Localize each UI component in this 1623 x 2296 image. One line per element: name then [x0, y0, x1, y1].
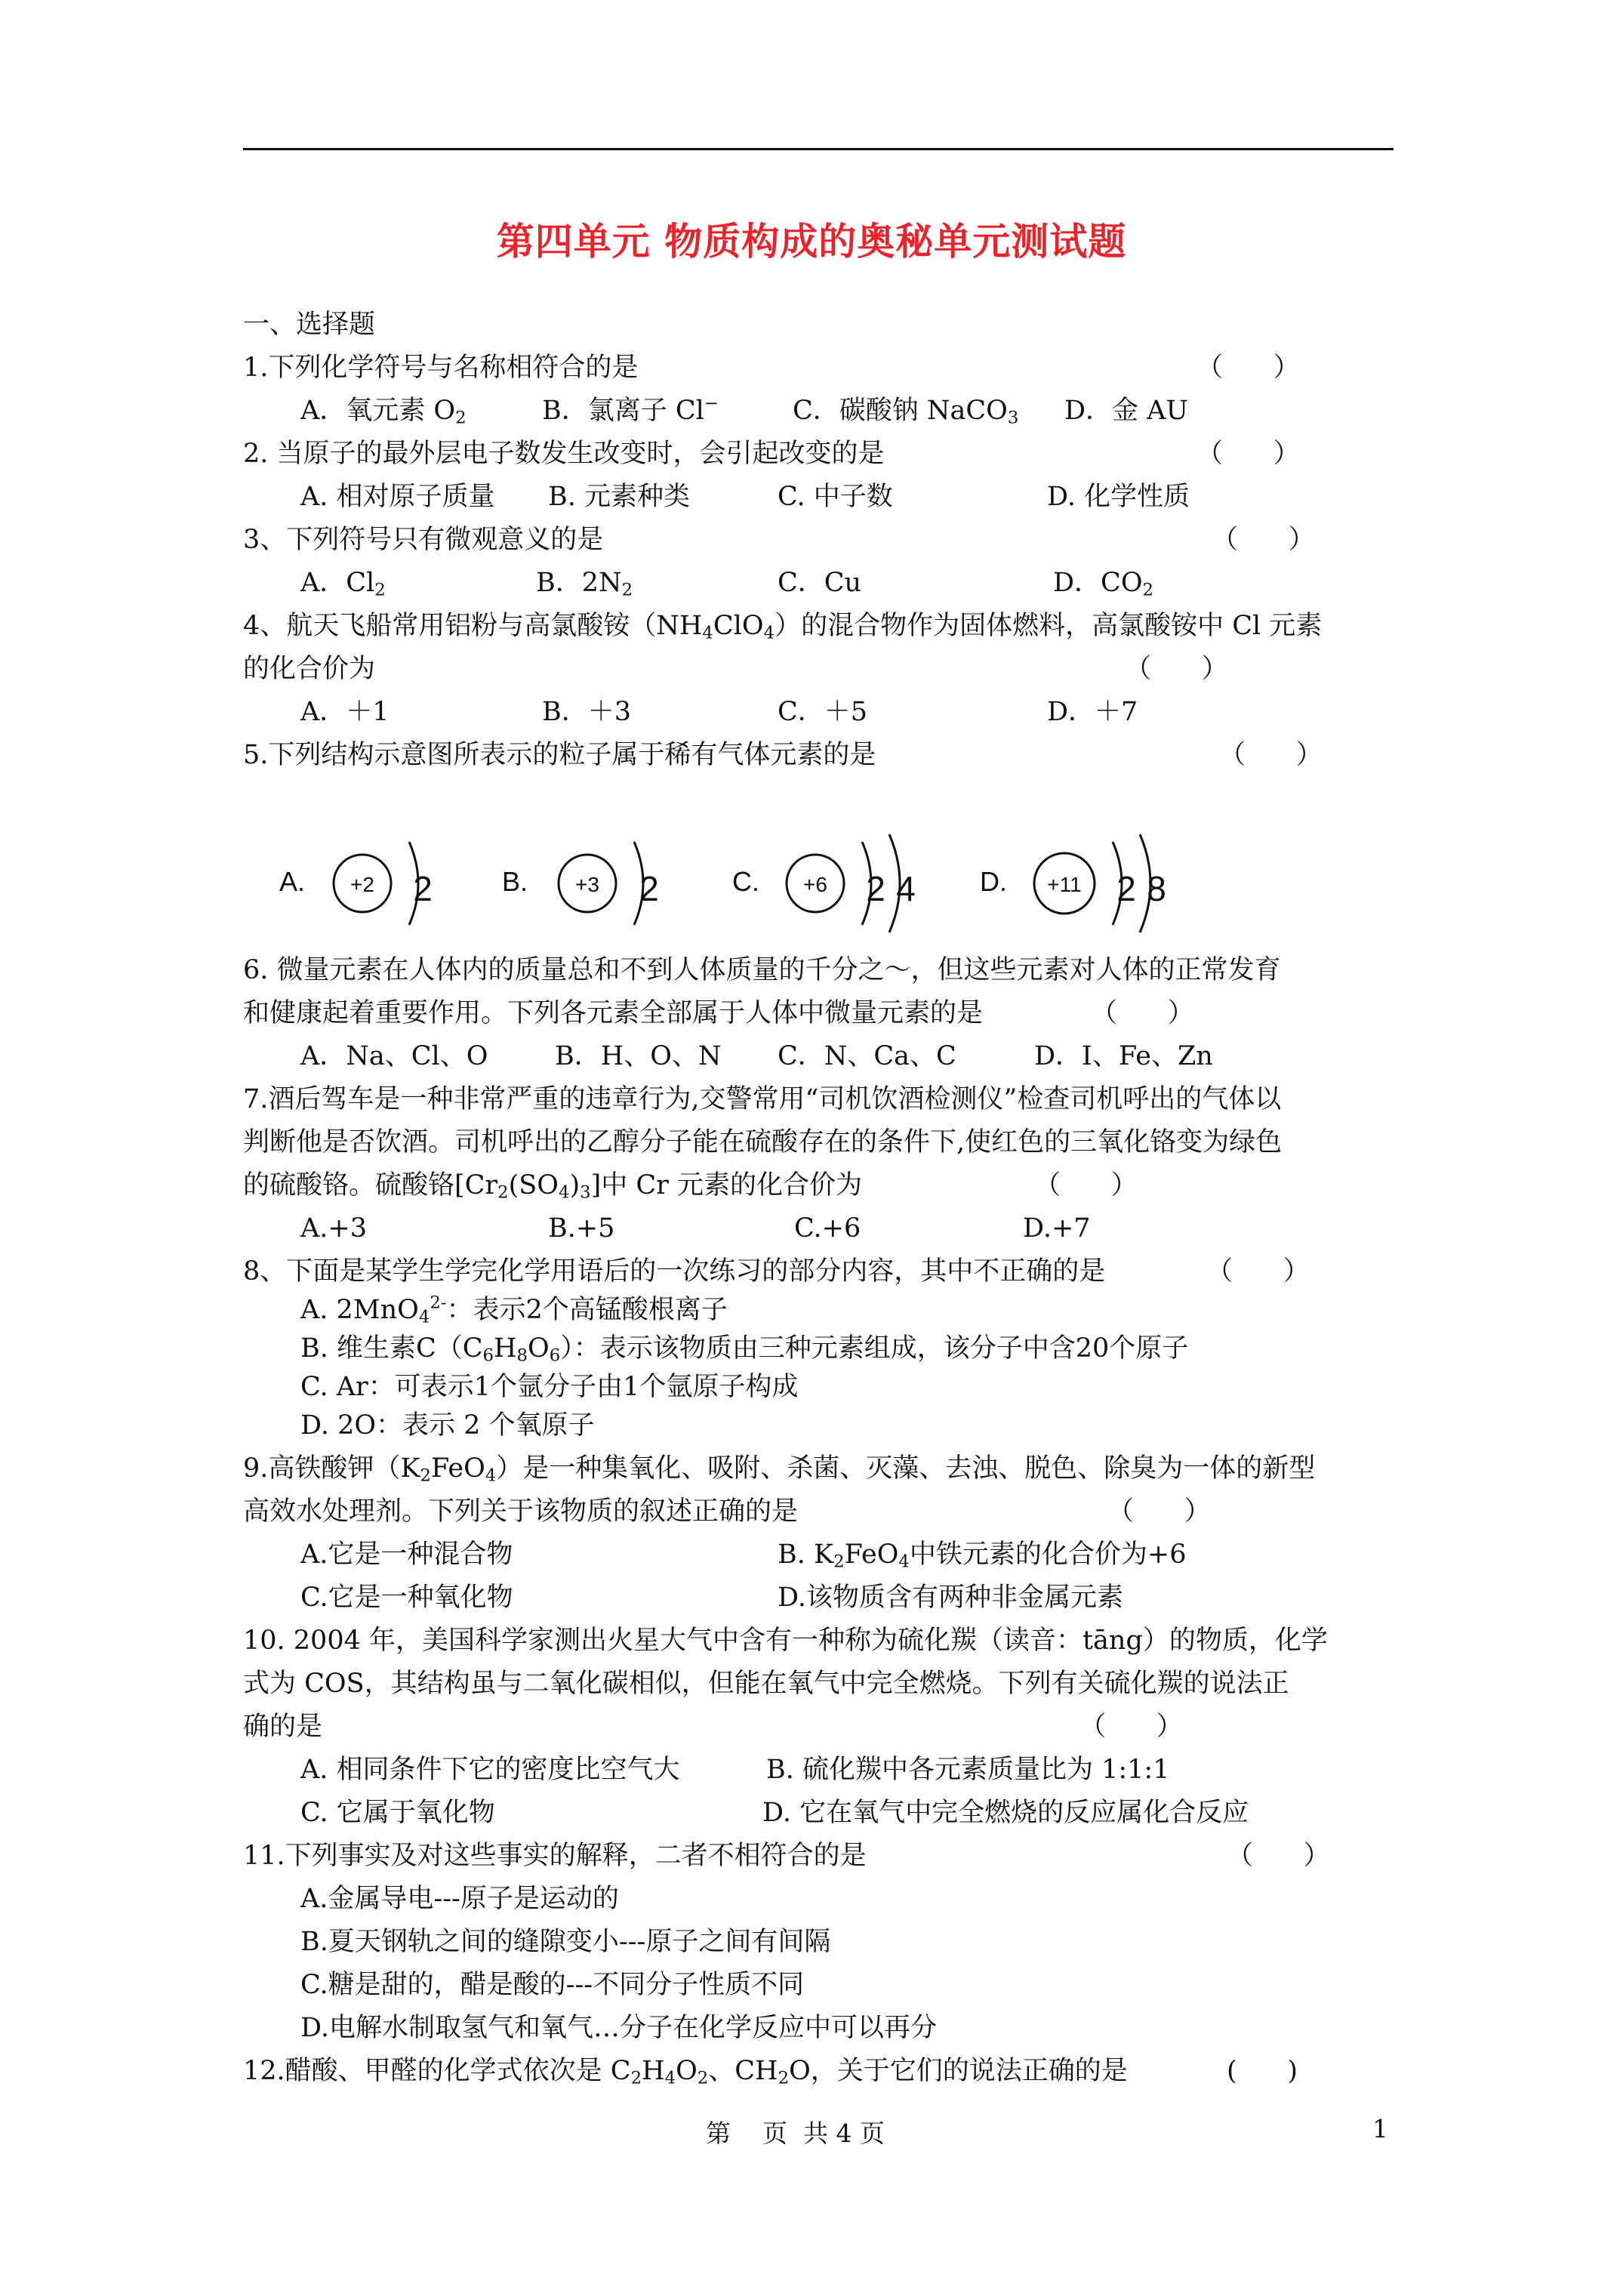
- q4-option-d: D．＋7: [1047, 697, 1138, 727]
- question-10-stem-line-3: 确的是: [243, 1712, 323, 1742]
- q4-option-a: A．＋1: [300, 697, 390, 727]
- q8-option-a: A. 2MnO$_4^{2-}$：表示2个高锰酸根离子: [300, 1293, 728, 1327]
- diagram-c-shell-1-count: 2: [866, 869, 885, 908]
- diagram-a-shell-1-count: 2: [413, 869, 433, 908]
- answer-blank-9: （ ）: [1107, 1496, 1211, 1527]
- q7-option-b: B.+5: [548, 1213, 615, 1244]
- answer-blank-12: ( ): [1227, 2056, 1298, 2086]
- diagram-d-shell-1-count: 2: [1116, 869, 1136, 908]
- q2-option-c: C. 中子数: [778, 482, 893, 512]
- q7-option-d: D.+7: [1023, 1213, 1091, 1244]
- answer-blank-1: （ ）: [1196, 353, 1300, 383]
- q1-option-c: C．碳酸钠 NaCO$_3$: [793, 396, 1019, 428]
- q6-option-c: C．N、Ca、C: [778, 1041, 956, 1071]
- section-heading: 一、选择题: [243, 310, 376, 340]
- q1-option-b: B．氯离子 Cl−: [542, 393, 719, 426]
- diagram-b-label: B.: [502, 866, 528, 897]
- answer-blank-7: （ ）: [1034, 1170, 1138, 1200]
- q10-option-d: D. 它在氧气中完全燃烧的反应属化合反应: [762, 1798, 1249, 1828]
- q4-option-c: C．＋5: [778, 697, 868, 727]
- diagram-d-label: D.: [980, 866, 1007, 897]
- answer-blank-10: （ ）: [1079, 1712, 1183, 1742]
- answer-blank-3: （ ）: [1212, 525, 1315, 555]
- q7-option-a: A.+3: [300, 1213, 367, 1244]
- header-rule: [243, 148, 1394, 150]
- q6-option-a: A．Na、Cl、O: [300, 1041, 488, 1071]
- q2-option-a: A. 相对原子质量: [300, 482, 495, 512]
- q1-option-d: D．金 AU: [1064, 396, 1188, 426]
- footer-page-number: 1: [1372, 2114, 1388, 2143]
- answer-blank-5: （ ）: [1219, 740, 1323, 770]
- q11-option-a: A.金属导电---原子是运动的: [300, 1884, 619, 1914]
- q9-option-d: D.该物质含有两种非金属元素: [778, 1583, 1123, 1613]
- question-3-stem: 3、下列符号只有微观意义的是: [243, 525, 604, 555]
- q4-option-b: B．＋3: [542, 697, 631, 727]
- q8-option-b: B. 维生素$C(C_6H_8O_6)$：表示该物质由三种元素组成，该分子中含20个原子: [300, 1333, 1189, 1366]
- question-9-stem-line-2: 高效水处理剂。下列关于该物质的叙述正确的是: [243, 1496, 799, 1527]
- diagram-a-nucleus: +2: [350, 873, 374, 896]
- q9-option-c: C.它是一种氧化物: [300, 1583, 513, 1613]
- diagram-d-nucleus: +11: [1047, 873, 1082, 896]
- q10-option-a: A. 相同条件下它的密度比空气大: [300, 1755, 680, 1785]
- q3-option-c: C．Cu: [778, 568, 862, 598]
- diagram-c-shell-2-count: 4: [896, 869, 916, 908]
- question-2-stem: 2. 当原子的最外层电子数发生改变时，会引起改变的是: [243, 439, 885, 469]
- question-6-stem-line-2: 和健康起着重要作用。下列各元素全部属于人体中微量元素的是: [243, 998, 984, 1028]
- footer-page-info: 第 页 共 4 页: [706, 2119, 885, 2148]
- answer-blank-11: （ ）: [1227, 1841, 1330, 1871]
- q11-option-b: B.夏天钢轨之间的缝隙变小---原子之间有间隔: [300, 1927, 831, 1957]
- q3-option-d: D．$CO_2$: [1053, 568, 1154, 600]
- q1-option-a: A．氧元素 $O_2$: [300, 396, 467, 428]
- question-11-stem: 11.下列事实及对这些事实的解释，二者不相符合的是: [243, 1841, 867, 1871]
- question-7-stem-line-2: 判断他是否饮酒。司机呼出的乙醇分子能在硫酸存在的条件下,使红色的三氧化铬变为绿色: [243, 1127, 1283, 1157]
- q11-option-d: D.电解水制取氢气和氧气…分子在化学反应中可以再分: [300, 2013, 937, 2043]
- question-1-stem: 1.下列化学符号与名称相符合的是: [243, 353, 639, 383]
- question-10-stem-line-1: 10. 2004 年，美国科学家测出火星大气中含有一种称为硫化羰（读音：tāng）的物质，化学: [243, 1626, 1328, 1656]
- q11-option-c: C.糖是甜的，醋是酸的---不同分子性质不同: [300, 1970, 805, 2000]
- diagram-d-shell-2-count: 8: [1147, 869, 1166, 908]
- q3-option-a: A．$Cl_2$: [300, 568, 386, 600]
- atomic-structure-diagrams: [272, 812, 1253, 948]
- diagram-c-label: C.: [732, 866, 759, 897]
- question-4-stem-line-1: 4、航天飞船常用铝粉与高氯酸铵$(NH_4ClO_4)$的混合物作为固体燃料，高氯酸铵中 Cl 元素: [243, 611, 1323, 643]
- question-5-stem: 5.下列结构示意图所表示的粒子属于稀有气体元素的是: [243, 740, 876, 770]
- question-8-stem: 8、下面是某学生学完化学用语后的一次练习的部分内容，其中不正确的是: [243, 1256, 1106, 1287]
- diagram-b-shell-1-count: 2: [639, 869, 659, 908]
- diagram-c-nucleus: +6: [803, 873, 827, 896]
- q9-option-b: B. $K_2FeO_4$中铁元素的化合价为+6: [778, 1539, 1187, 1572]
- question-10-stem-line-2: 式为 COS，其结构虽与二氧化碳相似，但能在氧气中完全燃烧。下列有关硫化羰的说法正: [243, 1669, 1289, 1699]
- q10-option-b: B. 硫化羰中各元素质量比为 1:1:1: [766, 1755, 1170, 1785]
- q10-option-c: C. 它属于氧化物: [300, 1798, 495, 1828]
- q2-option-b: B. 元素种类: [548, 482, 690, 512]
- question-6-stem-line-1: 6. 微量元素在人体内的质量总和不到人体质量的千分之～，但这些元素对人体的正常发育: [243, 955, 1281, 985]
- q8-option-c: C. Ar：可表示1个氩分子由1个氩原子构成: [300, 1372, 799, 1402]
- page-title: 第四单元 物质构成的奥秘单元测试题: [496, 219, 1127, 264]
- q2-option-d: D. 化学性质: [1047, 482, 1190, 512]
- diagram-a-label: A.: [279, 866, 306, 897]
- q6-option-b: B．H、O、N: [555, 1041, 722, 1071]
- question-7-stem-line-1: 7.酒后驾车是一种非常严重的违章行为,交警常用“司机饮酒检测仪”检查司机呼出的气体以: [243, 1084, 1282, 1114]
- answer-blank-8: （ ）: [1206, 1256, 1310, 1287]
- answer-blank-2: （ ）: [1196, 439, 1300, 469]
- question-4-stem-line-2: 的化合价为: [243, 654, 376, 684]
- q6-option-d: D．I、Fe、Zn: [1034, 1041, 1213, 1071]
- question-12-stem: 12.醋酸、甲醛的化学式依次是 $C_2H_4O_2$、$CH_2O$，关于它们的说法正确的是: [243, 2056, 1128, 2088]
- q7-option-c: C.+6: [794, 1213, 861, 1244]
- answer-blank-6: （ ）: [1091, 998, 1194, 1028]
- q8-option-d: D. 2O：表示 2 个氧原子: [300, 1410, 595, 1441]
- question-9-stem-line-1: 9.高铁酸钾$(K_2FeO_4)$是一种集氧化、吸附、杀菌、灭藻、去浊、脱色、除臭为一体的新型: [243, 1453, 1316, 1486]
- question-7-stem-line-3: 的硫酸铬。硫酸铬$[Cr_2(SO_4)_3]$中 Cr 元素的化合价为: [243, 1170, 863, 1203]
- q3-option-b: B．$2N_2$: [536, 568, 633, 600]
- answer-blank-4: （ ）: [1125, 654, 1228, 684]
- diagram-b-nucleus: +3: [575, 873, 599, 896]
- q9-option-a: A.它是一种混合物: [300, 1539, 513, 1570]
